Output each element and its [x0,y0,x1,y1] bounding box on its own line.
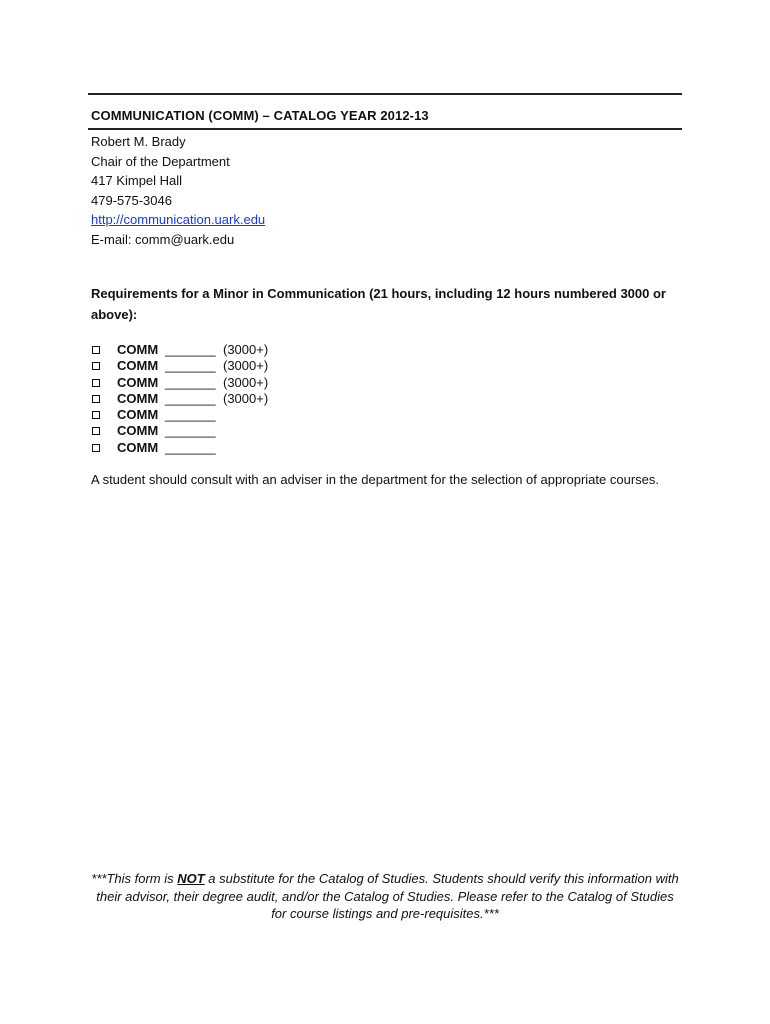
contact-name: Robert M. Brady [91,134,186,149]
adviser-note: A student should consult with an adviser in the department for the selection of appropriate courses. [91,472,660,487]
course-prefix: COMM [117,423,159,439]
disclaimer-text-end: a substitute for the Catalog of Studies. Students should verify this information with their advisor, their degree audit, and/or the Catalog of Studies. Please refer to the Catalog of Studies for course listings and pre-requisites.*** [96,871,679,921]
contact-role: Chair of the Department [91,153,230,169]
contact-website-line [91,210,265,230]
course-prefix: COMM [117,342,159,357]
course-prefix: COMM [117,439,159,455]
course-level-note: (3000+) [223,342,269,357]
checkbox-icon[interactable] [92,346,100,354]
contact-block [91,132,265,250]
department-website-link[interactable]: http://communication.uark.edu [91,212,266,228]
course-number-blank: _______ [165,390,216,406]
header-bottom-rule [88,128,682,130]
contact-office: 417 Kimpel Hall [91,173,183,189]
requirements-heading: Requirements for a Minor in Communication (21 hours, including 12 hours numbered 3000 or above): [91,286,666,322]
checkbox-icon[interactable] [92,444,100,452]
checkbox-icon[interactable] [92,427,100,435]
disclaimer-text-start: ***This form is [91,871,178,886]
checkbox-icon[interactable] [92,379,100,387]
contact-phone: 479-575-3046 [91,192,172,208]
course-level-note: (3000+) [223,374,269,390]
course-number-blank: _______ [165,407,216,423]
course-prefix: COMM [117,358,159,374]
course-number-blank: _______ [165,439,216,455]
checkbox-icon[interactable] [92,362,100,370]
contact-email: E-mail: comm@uark.edu [91,231,235,247]
course-number-blank: _______ [165,342,216,357]
course-number-blank: _______ [165,358,216,374]
course-level-note: (3000+) [223,390,269,406]
course-number-blank: _______ [165,374,216,390]
course-level-note: (3000+) [223,358,269,374]
page-title: COMMUNICATION (COMM) – CATALOG YEAR 2012-13 [91,108,429,123]
checkbox-icon[interactable] [92,411,100,419]
disclaimer-footer [88,870,682,923]
course-number-blank: _______ [165,423,216,439]
course-prefix: COMM [117,407,159,423]
header-top-rule [88,93,682,95]
course-prefix: COMM [117,374,159,390]
checkbox-icon[interactable] [92,395,100,403]
course-prefix: COMM [117,390,159,406]
disclaimer-emphasis: NOT [177,871,205,886]
